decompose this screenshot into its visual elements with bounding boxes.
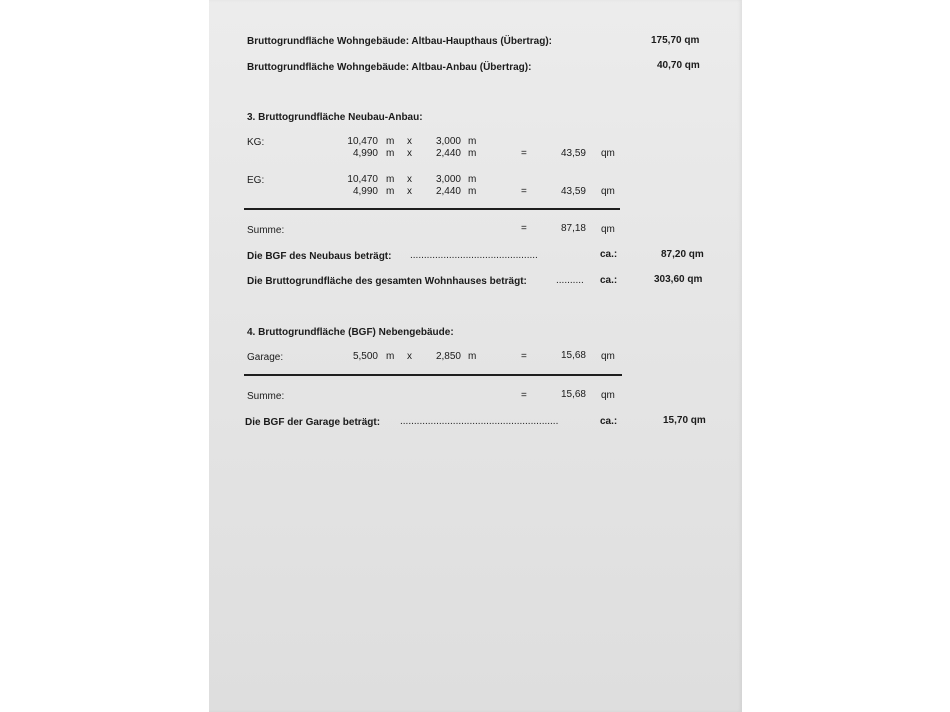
summary-line1-label: Bruttogrundfläche Wohngebäude: Altbau-Haupthaus (Übertrag): [247,36,552,47]
total-bgf-label: Die Bruttogrundfläche des gesamten Wohnhauses beträgt: [247,276,527,287]
neubau-bgf-value: 87,20 qm [661,249,704,260]
garage-bgf-value: 15,70 qm [663,415,706,426]
summary-line2-value: 40,70 qm [657,60,700,71]
section4-sum-equals: = [521,390,527,401]
garage-bgf-ca: ca.: [600,416,618,427]
eg-row2-b: 2,440 [435,186,461,197]
garage-label: Garage: [247,352,284,363]
garage-unit: qm [601,351,615,362]
kg-row1-x: x [407,136,412,147]
kg-row1-a: 10,470 [347,136,378,147]
eg-row1-u2: m [468,174,477,185]
kg-label: KG: [247,137,265,148]
eg-row1-b: 3,000 [435,174,461,185]
section3-sum-unit: qm [601,224,615,235]
garage-a: 5,500 [352,351,378,362]
neubau-bgf-dots: .............................................. [410,250,538,261]
kg-row2-u2: m [468,148,477,159]
kg-row2-x: x [407,148,412,159]
eg-row2-unit: qm [601,186,615,197]
eg-row2-result: 43,59 [560,186,586,197]
garage-u2: m [468,351,477,362]
section4-sum-result: 15,68 [560,389,586,400]
eg-row2-u2: m [468,186,477,197]
total-bgf-dots: .......... [556,275,584,286]
section3-sum-rule [244,208,620,210]
kg-row2-unit: qm [601,148,615,159]
neubau-bgf-label: Die BGF des Neubaus beträgt: [247,251,392,262]
section4-sum-rule [244,374,622,376]
kg-row2-result: 43,59 [560,148,586,159]
eg-row2-a: 4,990 [352,186,378,197]
eg-row1-u1: m [386,174,395,185]
kg-row2-u1: m [386,148,395,159]
section4-sum-label: Summe: [247,391,285,402]
kg-row1-u2: m [468,136,477,147]
total-bgf-ca: ca.: [600,275,618,286]
garage-equals: = [521,351,527,362]
eg-row2-equals: = [521,186,527,197]
section3-sum-result: 87,18 [560,223,586,234]
total-bgf-value: 303,60 qm [654,274,703,285]
garage-result: 15,68 [560,350,586,361]
garage-bgf-dots: ......................................................... [400,416,559,427]
section4-heading: 4. Bruttogrundfläche (BGF) Nebengebäude: [247,327,454,338]
section3-heading: 3. Bruttogrundfläche Neubau-Anbau: [247,112,423,123]
section3-sum-label: Summe: [247,225,285,236]
kg-row2-equals: = [521,148,527,159]
garage-bgf-label: Die BGF der Garage beträgt: [245,417,381,428]
neubau-bgf-ca: ca.: [600,249,618,260]
garage-u1: m [386,351,395,362]
summary-line2-label: Bruttogrundfläche Wohngebäude: Altbau-Anbau (Übertrag): [247,62,532,73]
section4-sum-unit: qm [601,390,615,401]
eg-row2-x: x [407,186,412,197]
kg-row1-u1: m [386,136,395,147]
kg-row2-b: 2,440 [435,148,461,159]
summary-line1-value: 175,70 qm [651,35,700,46]
garage-b: 2,850 [435,351,461,362]
garage-x: x [407,351,412,362]
eg-row2-u1: m [386,186,395,197]
eg-label: EG: [247,175,265,186]
eg-row1-x: x [407,174,412,185]
kg-row2-a: 4,990 [352,148,378,159]
section3-sum-equals: = [521,223,527,234]
kg-row1-b: 3,000 [435,136,461,147]
eg-row1-a: 10,470 [347,174,378,185]
